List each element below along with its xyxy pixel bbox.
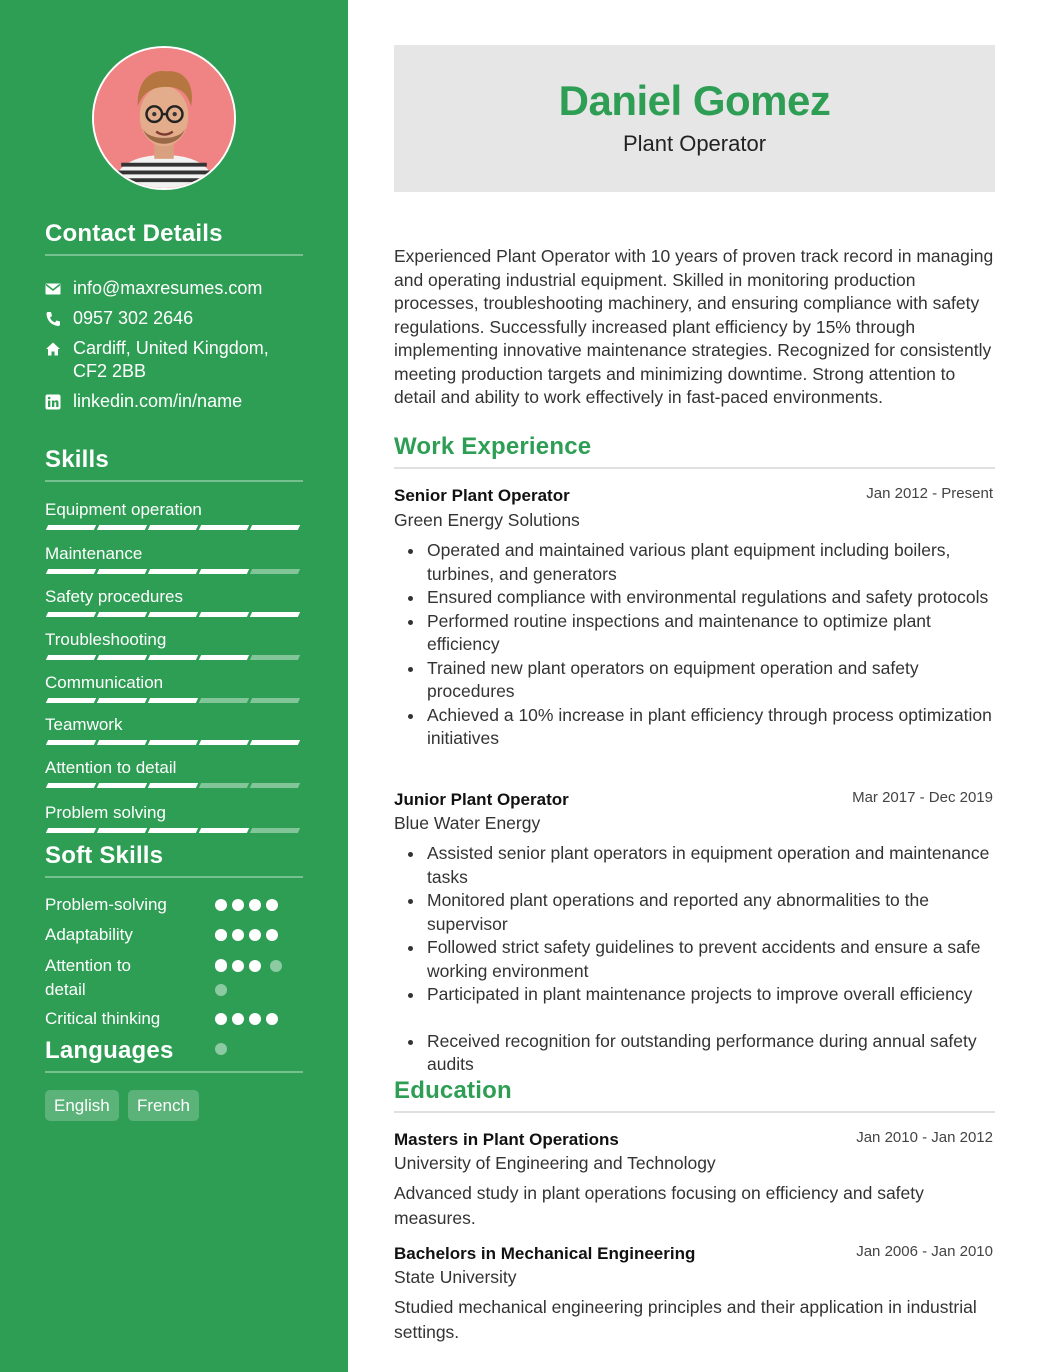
- skill-level-segment-filled: [148, 828, 198, 833]
- skill-level-segment-filled: [97, 783, 147, 788]
- contact-section: [45, 220, 303, 411]
- rating-dot-filled: [232, 960, 244, 972]
- divider: [45, 1071, 303, 1073]
- rating-dot-filled: [266, 899, 278, 911]
- job-bullet: Monitored plant operations and reported any abnormalities to the supervisor: [406, 889, 996, 936]
- rating-dot-filled: [249, 899, 261, 911]
- job-company: Blue Water Energy: [394, 813, 541, 833]
- skill-level-segment-filled: [199, 828, 249, 833]
- job-dates: Mar 2017 - Dec 2019: [852, 789, 993, 806]
- rating-dot-empty: [270, 960, 282, 972]
- rating-dot-filled: [266, 1013, 278, 1025]
- degree-dates: Jan 2006 - Jan 2010: [856, 1243, 993, 1260]
- skill-label: Equipment operation: [45, 500, 202, 519]
- skill-level-segment-filled: [46, 828, 96, 833]
- skill-level-bars: [45, 655, 301, 661]
- skill-item: [45, 543, 303, 565]
- skills-section: [45, 446, 303, 822]
- skill-item: [45, 714, 303, 736]
- school-name: State University: [394, 1267, 517, 1287]
- skill-level-bars: [45, 828, 301, 834]
- rating-dot-filled: [249, 960, 261, 972]
- linkedin-text: linkedin.com/in/name: [73, 391, 243, 411]
- linkedin-icon: [45, 390, 73, 413]
- skill-level-segment-filled: [148, 740, 198, 745]
- skill-level-segment-filled: [46, 698, 96, 703]
- skill-level-segment-filled: [148, 525, 198, 530]
- skill-label: Problem solving: [45, 803, 166, 822]
- contact-email[interactable]: [45, 277, 262, 300]
- job-title: Senior Plant Operator: [394, 486, 570, 505]
- skill-level-segment-filled: [46, 612, 96, 617]
- skill-level-segment-filled: [148, 655, 198, 660]
- skill-level-segment-empty: [199, 698, 249, 703]
- skill-item: [45, 629, 303, 651]
- divider: [45, 254, 303, 256]
- skill-level-segment-empty: [199, 783, 249, 788]
- skill-level-segment-filled: [148, 612, 198, 617]
- job-bullets: [406, 842, 996, 1077]
- skill-level-segment-empty: [250, 828, 300, 833]
- skill-level-segment-filled: [97, 828, 147, 833]
- divider: [45, 480, 303, 482]
- divider: [45, 876, 303, 878]
- skill-level-bars: [45, 569, 301, 575]
- skill-level-segment-filled: [148, 698, 198, 703]
- home-icon: [45, 337, 73, 360]
- rating-dot-filled: [232, 929, 244, 941]
- skill-level-bars: [45, 698, 301, 704]
- skill-item: [45, 499, 303, 521]
- skill-label: Maintenance: [45, 544, 143, 563]
- email-text: info@maxresumes.com: [73, 278, 263, 298]
- soft-skill-label: Problem-solving: [45, 895, 167, 914]
- skill-level-bars: [45, 612, 301, 618]
- skill-level-segment-filled: [46, 655, 96, 660]
- rating-dot-empty: [215, 984, 227, 996]
- contact-phone[interactable]: [45, 307, 193, 330]
- skill-level-segment-filled: [199, 525, 249, 530]
- skill-level-segment-empty: [250, 655, 300, 660]
- soft-skills-section: [45, 842, 303, 1028]
- skill-level-segment-filled: [199, 740, 249, 745]
- rating-dot-filled: [215, 960, 227, 972]
- skill-item: [45, 586, 303, 608]
- skill-level-segment-filled: [97, 698, 147, 703]
- language-tags: [45, 1090, 303, 1121]
- address-line-2: CF2 2BB: [73, 361, 147, 381]
- candidate-name: Daniel Gomez: [558, 77, 831, 124]
- skill-level-segment-filled: [97, 655, 147, 660]
- skill-level-segment-empty: [250, 783, 300, 788]
- skill-level-segment-filled: [46, 569, 96, 574]
- skill-level-segment-filled: [97, 740, 147, 745]
- candidate-role: Plant Operator: [622, 131, 767, 156]
- skill-level-segment-filled: [250, 525, 300, 530]
- soft-skill-label-line-1: Attention to: [45, 956, 132, 975]
- skill-level-segment-empty: [250, 698, 300, 703]
- address-line-1: Cardiff, United Kingdom,: [73, 338, 269, 358]
- skill-item: [45, 802, 303, 824]
- profile-summary: Experienced Plant Operator with 10 years of proven track record in managing and operating industrial equipment. Skilled in monitoring production processes, troubleshooting machinery, and ensuring compliance with safety regulations. Successfully increased plant efficiency by 15% through implementing innovative maintenance strategies. Recognized for consistently meeting production targets and minimizing downtime. Strong attention to detail and ability to work effectively in fast-paced environments.: [394, 246, 994, 407]
- avatar: [92, 46, 236, 190]
- skill-level-segment-filled: [148, 569, 198, 574]
- degree-dates: Jan 2010 - Jan 2012: [856, 1129, 993, 1146]
- degree-title: Bachelors in Mechanical Engineering: [394, 1244, 696, 1263]
- job-dates: Jan 2012 - Present: [866, 485, 993, 502]
- skill-level-segment-filled: [97, 569, 147, 574]
- soft-skill-label-line-2: detail: [45, 980, 86, 999]
- envelope-icon: [45, 277, 73, 300]
- education-title: Education: [394, 1077, 512, 1104]
- soft-skill-label: Adaptability: [45, 925, 133, 944]
- skill-label: Safety procedures: [45, 587, 183, 606]
- rating-dot-filled: [266, 929, 278, 941]
- rating-dot-filled: [215, 899, 227, 911]
- divider: [394, 467, 995, 469]
- contact-linkedin[interactable]: [45, 390, 242, 413]
- job-bullet: Ensured compliance with environmental regulations and safety protocols: [406, 586, 996, 610]
- job-bullets: [406, 539, 996, 751]
- skill-level-segment-filled: [199, 612, 249, 617]
- job-bullet: Trained new plant operators on equipment operation and safety procedures: [406, 657, 996, 704]
- skill-level-bars: [45, 525, 301, 531]
- skill-level-bars: [45, 783, 301, 789]
- skill-level-segment-filled: [250, 612, 300, 617]
- rating-dot-filled: [249, 929, 261, 941]
- skill-level-segment-filled: [199, 569, 249, 574]
- skill-level-segment-filled: [97, 525, 147, 530]
- language-tag-french: French: [128, 1090, 199, 1121]
- skill-label: Teamwork: [45, 715, 123, 734]
- phone-icon: [45, 307, 73, 330]
- job-bullet: Operated and maintained various plant equipment including boilers, turbines, and generators: [406, 539, 996, 586]
- skill-level-segment-filled: [199, 655, 249, 660]
- skill-level-segment-filled: [97, 612, 147, 617]
- work-experience-title: Work Experience: [394, 433, 592, 460]
- profile-photo-icon: [94, 48, 234, 188]
- skills-title: Skills: [45, 446, 109, 473]
- skill-label: Troubleshooting: [45, 630, 167, 649]
- degree-description: Advanced study in plant operations focusing on efficiency and safety measures.: [394, 1183, 924, 1228]
- divider: [394, 1111, 995, 1113]
- skill-level-segment-filled: [46, 525, 96, 530]
- languages-section: [45, 1037, 303, 1115]
- rating-dot-filled: [215, 1013, 227, 1025]
- contact-title: Contact Details: [45, 220, 223, 247]
- skill-level-segment-filled: [148, 783, 198, 788]
- address-text: [73, 337, 269, 383]
- languages-title: Languages: [45, 1037, 174, 1064]
- rating-dot-filled: [232, 1013, 244, 1025]
- language-tag-english: English: [45, 1090, 119, 1121]
- skill-label: Communication: [45, 673, 164, 692]
- skill-item: [45, 757, 303, 779]
- school-name: University of Engineering and Technology: [394, 1153, 716, 1173]
- job-bullet: Achieved a 10% increase in plant efficiency through process optimization initiatives: [406, 704, 996, 751]
- job-bullet: Assisted senior plant operators in equipment operation and maintenance tasks: [406, 842, 996, 889]
- job-bullet: Received recognition for outstanding performance during annual safety audits: [406, 1030, 996, 1077]
- rating-dot-filled: [249, 1013, 261, 1025]
- job-bullet: Followed strict safety guidelines to prevent accidents and ensure a safe working environment: [406, 936, 996, 983]
- job-bullet: Participated in plant maintenance projects to improve overall efficiency: [406, 983, 996, 1007]
- rating-dot-filled: [232, 899, 244, 911]
- soft-skill-label: Critical thinking: [45, 1009, 161, 1028]
- soft-skills-title: Soft Skills: [45, 842, 164, 869]
- skill-level-segment-filled: [250, 740, 300, 745]
- skill-level-bars: [45, 740, 301, 746]
- sidebar: [0, 0, 348, 1372]
- degree-description: Studied mechanical engineering principles and their application in industrial settings.: [394, 1297, 977, 1342]
- skill-level-segment-empty: [250, 569, 300, 574]
- name-header: [394, 45, 995, 192]
- rating-dot-filled: [215, 929, 227, 941]
- skill-item: [45, 672, 303, 694]
- job-title: Junior Plant Operator: [394, 790, 569, 809]
- job-bullet: Performed routine inspections and maintenance to optimize plant efficiency: [406, 610, 996, 657]
- skill-level-segment-filled: [46, 740, 96, 745]
- job-company: Green Energy Solutions: [394, 510, 580, 530]
- degree-title: Masters in Plant Operations: [394, 1130, 619, 1149]
- contact-address: [45, 337, 269, 383]
- skill-label: Attention to detail: [45, 758, 177, 777]
- skill-level-segment-filled: [46, 783, 96, 788]
- soft-skill-label: [45, 954, 131, 1002]
- phone-text: 0957 302 2646: [73, 308, 194, 328]
